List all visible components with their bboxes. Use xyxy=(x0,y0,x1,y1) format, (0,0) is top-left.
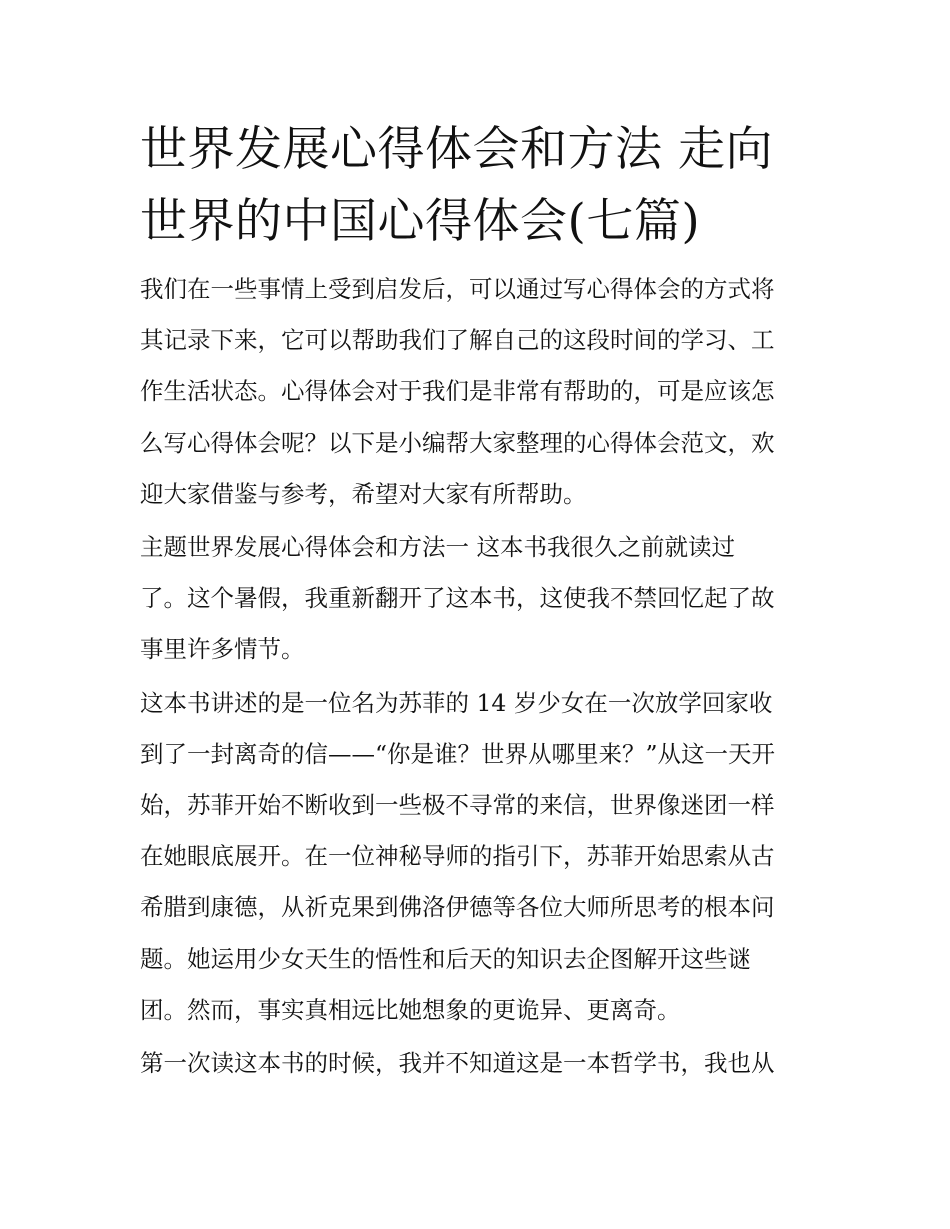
title-line: 世界的中国心得体会(七篇) xyxy=(140,194,701,249)
text-line: 我们在一些事情上受到启发后，可以通过写心得体会的方式将 xyxy=(140,275,775,303)
text-line: 事里许多情节。 xyxy=(140,635,305,664)
text-line: 到了一封离奇的信——“你是谁？世界从哪里来？”从这一天开 xyxy=(140,739,776,768)
text-line: 团。然而，事实真相远比她想象的更诡异、更离奇。 xyxy=(140,995,681,1024)
text-line: 这本书讲述的是一位名为苏菲的 14 岁少女在一次放学回家收 xyxy=(140,688,773,717)
text-line: 其记录下来，它可以帮助我们了解自己的这段时间的学习、工 xyxy=(140,326,775,355)
text-line: 作生活状态。心得体会对于我们是非常有帮助的，可是应该怎 xyxy=(140,377,775,406)
text-line: 始，苏菲开始不断收到一些极不寻常的来信，世界像迷团一样 xyxy=(140,791,775,820)
text-line: 迎大家借鉴与参考，希望对大家有所帮助。 xyxy=(140,479,587,508)
document-title xyxy=(140,114,814,258)
text-line: 了。这个暑假，我重新翻开了这本书，这使我不禁回忆起了故 xyxy=(140,584,775,613)
text-line: 第一次读这本书的时候，我并不知道这是一本哲学书，我也从 xyxy=(140,1049,775,1078)
text-line: 希腊到康德，从祈克果到佛洛伊德等各位大师所思考的根本问 xyxy=(140,893,775,922)
title-line: 世界发展心得体会和方法 走向 xyxy=(140,122,773,177)
text-line: 在她眼底展开。在一位神秘导师的指引下，苏菲开始思索从古 xyxy=(140,842,775,871)
book-summary-paragraph xyxy=(140,678,814,1036)
text-line: 主题世界发展心得体会和方法一 这本书我很久之前就读过 xyxy=(140,533,735,562)
text-line: 么写心得体会呢？以下是小编帮大家整理的心得体会范文，欢 xyxy=(140,428,775,457)
text-line: 题。她运用少女天生的悟性和后天的知识去企图解开这些谜 xyxy=(140,944,751,973)
reflection-paragraph xyxy=(140,1038,814,1089)
intro-paragraph xyxy=(140,264,814,520)
section-one-paragraph xyxy=(140,522,814,676)
document-body xyxy=(140,114,814,1091)
